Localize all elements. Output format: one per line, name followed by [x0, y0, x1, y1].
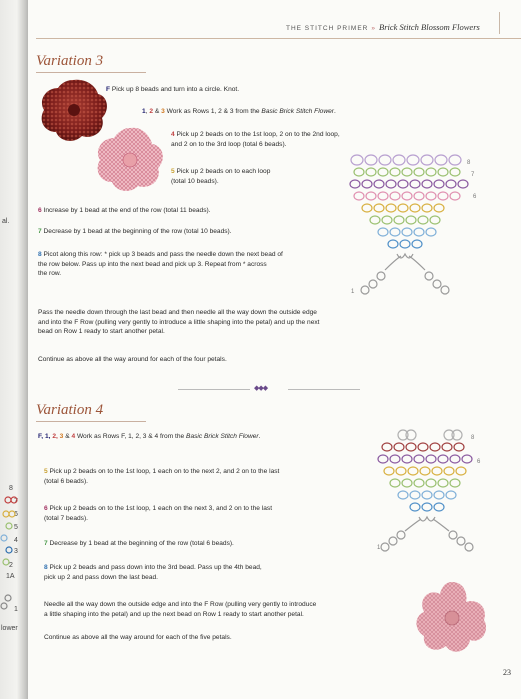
v4-step-6 — [44, 504, 272, 523]
finish-line3: bead on Row 1 ready to start another petal. — [38, 328, 165, 335]
v3-step-7 — [38, 227, 232, 237]
variation-3-underline — [36, 72, 146, 73]
diagram-label: 6 — [473, 194, 477, 200]
step-text-line2: (total 7 beads). — [44, 514, 88, 522]
step-text-line2: pick up 2 and pass down the last bead. — [44, 573, 159, 581]
step-text: Work as Rows F, 1, 2, 3 & 4 from the — [76, 433, 187, 440]
step-text-line1: Pick up 2 beads on to each loop — [176, 168, 271, 175]
diagram-label: 6 — [477, 459, 481, 465]
diagram-label: 8 — [467, 160, 471, 166]
v3-continue: Continue as above all the way around for each of the four petals. — [38, 356, 227, 363]
book-title: THE STITCH PRIMER — [286, 25, 369, 32]
step-number: 2, — [52, 433, 58, 440]
v3-step-8 — [38, 250, 283, 279]
variation-3-bead-diagram — [345, 150, 495, 300]
step-amp: & — [154, 108, 160, 115]
header-rule — [36, 38, 521, 39]
finish-line1: Pass the needle down through the last bead and then needle all the way down the outside edge — [38, 309, 317, 316]
variation-4-title: Variation 4 — [36, 402, 104, 418]
diagram-label: 1 — [377, 545, 381, 551]
section-divider — [178, 385, 360, 393]
v4-finish — [44, 600, 316, 619]
step-text-line1: Pick up 2 beads on to the 1st loop, 1 each on the next 3, and 2 on to the last — [49, 505, 273, 512]
step-amp: & — [65, 433, 70, 440]
step-text-line2: (total 10 beads). — [171, 177, 219, 185]
step-number: 5 — [171, 168, 175, 175]
step-text-line1: Pick up 2 beads on to the 1st loop, 1 each on to the next 2, and 2 on to the last — [49, 468, 280, 475]
step-number: 8 — [44, 564, 48, 571]
edge-fragment: 1 — [14, 606, 18, 613]
v3-step-6 — [38, 206, 211, 216]
step-text-line1: Pick up 2 beads and pass down into the 3rd bead. Pass up the 4th bead, — [49, 564, 262, 571]
step-text-line1: Picot along this row: * pick up 3 beads and pass the needle down the next bead of — [43, 251, 283, 258]
step-number: 6 — [38, 207, 42, 214]
step-text-line3: the row. — [38, 270, 62, 277]
step-text: Decrease by 1 bead at the beginning of the row (total 6 beads). — [49, 540, 234, 547]
header-vertical-rule — [499, 12, 500, 34]
finish-line2: a little shaping into the petal) and up the next bead on Row 1 ready to start another petal. — [44, 610, 304, 618]
step-number: F — [106, 86, 111, 93]
step-text-end: . — [333, 108, 336, 115]
step-number: 2 — [149, 108, 154, 115]
step-text-line2: (total 6 beads). — [44, 477, 88, 485]
variation-4-underline — [36, 421, 146, 422]
edge-fragment: 8 — [9, 485, 13, 492]
edge-fragment: 6 — [14, 511, 18, 518]
finish-line2: and into the F Row (pulling very gently to introduce a little shaping into the petal) and up the next — [38, 318, 320, 326]
step-number: 4 — [171, 131, 175, 138]
pink-five-petal-flower-photo — [412, 578, 492, 658]
running-header — [286, 22, 480, 32]
v3-finish — [38, 308, 320, 337]
v4-step-f1234 — [38, 432, 260, 442]
step-number: 5 — [44, 468, 48, 475]
edge-fragment: 7 — [14, 498, 18, 505]
step-number: 3 — [161, 108, 165, 115]
chapter-title: Brick Stitch Blossom Flowers — [379, 22, 480, 32]
step-text: Pick up 8 beads and turn into a circle. Knot. — [111, 86, 240, 93]
v3-step-5 — [171, 167, 270, 186]
divider-line-left — [178, 389, 250, 390]
step-number: 8 — [38, 251, 42, 258]
step-number: 3 — [59, 433, 64, 440]
step-text: Work as Rows 1, 2 & 3 from the — [166, 108, 262, 115]
finish-line1: Needle all the way down the outside edge and into the F Row (pulling very gently to introduce — [44, 601, 317, 608]
edge-fragment: 2 — [9, 562, 13, 569]
step-text: Increase by 1 bead at the end of the row (total 11 beads). — [43, 207, 211, 214]
step-number: 4 — [71, 433, 76, 440]
v3-step-4 — [171, 130, 340, 149]
v3-step-f — [106, 85, 239, 95]
v4-step-7 — [44, 539, 234, 549]
facing-page-diagram-fragment — [0, 480, 28, 630]
diagram-label: 1 — [351, 289, 355, 295]
edge-fragment: 3 — [14, 548, 18, 555]
step-text-line1: Pick up 2 beads on to the 1st loop, 2 on to the 2nd loop, — [176, 131, 340, 138]
edge-fragment: lower — [1, 625, 18, 632]
divider-ornament: ◆◆◆ — [254, 385, 268, 392]
step-number: F, — [38, 433, 44, 440]
divider-line-right — [288, 389, 360, 390]
diagram-label: 8 — [471, 435, 475, 441]
step-text-line2: the row below. Pass up into the next bead and pick up 3. Repeat from * across — [38, 260, 267, 268]
reference-title: Basic Brick Stitch Flower — [186, 433, 259, 440]
edge-fragment: al. — [2, 218, 10, 225]
variation-3-title: Variation 3 — [36, 53, 104, 69]
diagram-label: 7 — [471, 172, 475, 178]
step-text-line2: and 2 on to the 3rd loop (total 6 beads). — [171, 140, 287, 148]
step-number: 7 — [44, 540, 48, 547]
pink-beaded-flower-photo — [92, 124, 167, 194]
step-number: 1 — [142, 108, 146, 115]
v3-step-123: 1, 2 & 3 Work as Rows 1, 2 & 3 from the Basic Brick Stitch Flower. — [142, 108, 336, 115]
step-number: 7 — [38, 228, 42, 235]
step-text-end: . — [258, 433, 261, 440]
variation-4-bead-diagram — [375, 425, 505, 555]
step-number: 6 — [44, 505, 48, 512]
edge-fragment: 5 — [14, 524, 18, 531]
v4-step-5 — [44, 467, 279, 486]
page-number: 23 — [503, 668, 511, 677]
step-text: Decrease by 1 bead at the beginning of the row (total 10 beads). — [43, 228, 232, 235]
step-number: 1, — [44, 433, 51, 440]
header-separator: » — [371, 25, 376, 32]
v4-continue: Continue as above all the way around for each of the five petals. — [44, 634, 232, 641]
reference-title: Basic Brick Stitch Flower — [261, 108, 334, 115]
edge-fragment: 4 — [14, 537, 18, 544]
v4-step-8 — [44, 563, 262, 582]
edge-fragment: 1A — [6, 573, 15, 580]
